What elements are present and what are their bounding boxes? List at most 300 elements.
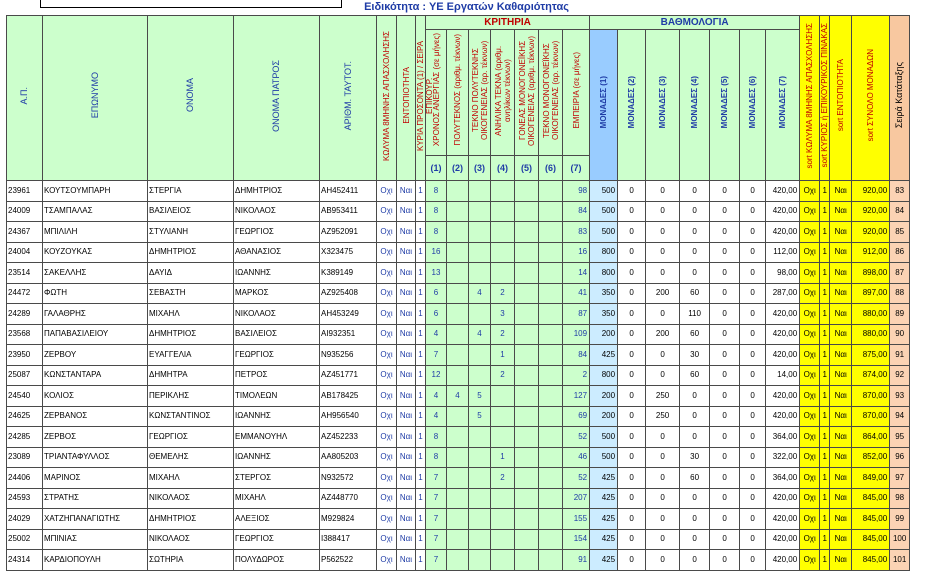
cell-employment[interactable]: Οχι [377, 488, 397, 509]
cell-score-5[interactable]: 0 [710, 283, 740, 304]
cell-total[interactable]: 845,00 [852, 509, 890, 530]
cell-crit-3[interactable] [469, 201, 491, 222]
cell-crit-5[interactable] [515, 447, 539, 468]
table-row[interactable] [7, 263, 910, 284]
cell-score-1[interactable]: 800 [590, 242, 618, 263]
cell-employment[interactable]: Οχι [377, 427, 397, 448]
cell-name[interactable]: ΔΗΜΗΤΡΑ [148, 365, 234, 386]
cell-score-4[interactable]: 0 [680, 386, 710, 407]
cell-surname[interactable]: ΚΟΛΙΟΣ [43, 386, 148, 407]
cell-score-1[interactable]: 500 [590, 427, 618, 448]
cell-locality[interactable]: Ναι [397, 488, 416, 509]
cell-name[interactable]: ΝΙΚΟΛΑΟΣ [148, 529, 234, 550]
header-id-card[interactable]: ΑΡΙΘΜ. ΤΑΥΤΟΤ. [320, 16, 377, 181]
cell-score-2[interactable]: 0 [618, 386, 646, 407]
cell-crit-4[interactable]: 1 [491, 345, 515, 366]
cell-locality[interactable]: Ναι [397, 283, 416, 304]
cell-crit-7[interactable]: 154 [563, 529, 590, 550]
cell-crit-1[interactable]: 4 [426, 386, 447, 407]
cell-rank[interactable]: 89 [890, 304, 910, 325]
cell-crit-5[interactable] [515, 509, 539, 530]
cell-score-4[interactable]: 0 [680, 529, 710, 550]
cell-name[interactable]: ΝΙΚΟΛΑΟΣ [148, 488, 234, 509]
cell-id[interactable]: ΑΖ452233 [320, 427, 377, 448]
cell-score-3[interactable]: 0 [646, 427, 680, 448]
header-surname[interactable]: ΕΠΩΝΥΜΟ [43, 16, 148, 181]
cell-total[interactable]: 864,00 [852, 427, 890, 448]
cell-id[interactable]: ΑΖ925408 [320, 283, 377, 304]
cell-id[interactable]: ΑΙ932351 [320, 324, 377, 345]
cell-crit-1[interactable]: 7 [426, 509, 447, 530]
cell-score-2[interactable]: 0 [618, 283, 646, 304]
cell-sort-locality[interactable]: Ναι [830, 345, 852, 366]
cell-sort-employment[interactable]: Οχι [800, 283, 820, 304]
table-row[interactable] [7, 242, 910, 263]
cell-score-4[interactable]: 0 [680, 181, 710, 202]
cell-crit-4[interactable]: 2 [491, 324, 515, 345]
cell-score-6[interactable]: 0 [740, 529, 766, 550]
cell-crit-3[interactable] [469, 304, 491, 325]
cell-score-3[interactable]: 0 [646, 447, 680, 468]
cell-crit-3[interactable] [469, 529, 491, 550]
cell-crit-7[interactable]: 91 [563, 550, 590, 571]
cell-priority[interactable]: 1 [416, 365, 426, 386]
cell-employment[interactable]: Οχι [377, 283, 397, 304]
cell-employment[interactable]: Οχι [377, 324, 397, 345]
cell-surname[interactable]: ΦΩΤΗ [43, 283, 148, 304]
cell-locality[interactable]: Ναι [397, 406, 416, 427]
cell-crit-5[interactable] [515, 222, 539, 243]
cell-sort-employment[interactable]: Οχι [800, 488, 820, 509]
cell-score-6[interactable]: 0 [740, 283, 766, 304]
cell-crit-7[interactable]: 84 [563, 201, 590, 222]
cell-crit-1[interactable]: 7 [426, 529, 447, 550]
cell-crit-4[interactable] [491, 242, 515, 263]
cell-score-1[interactable]: 500 [590, 201, 618, 222]
cell-total[interactable]: 870,00 [852, 406, 890, 427]
table-row[interactable] [7, 283, 910, 304]
table-row[interactable] [7, 488, 910, 509]
cell-rank[interactable]: 85 [890, 222, 910, 243]
cell-crit-5[interactable] [515, 263, 539, 284]
cell-crit-5[interactable] [515, 550, 539, 571]
cell-crit-1[interactable]: 6 [426, 304, 447, 325]
cell-sort-employment[interactable]: Οχι [800, 201, 820, 222]
cell-sort-priority[interactable]: 1 [820, 406, 830, 427]
cell-priority[interactable]: 1 [416, 201, 426, 222]
cell-crit-5[interactable] [515, 365, 539, 386]
cell-sort-employment[interactable]: Οχι [800, 427, 820, 448]
header-crit-3[interactable]: ΤΕΚΝΟ ΠΟΛΥΤΕΚΝΗΣ ΟΙΚΟΓΕΝΕΙΑΣ (αρ. τέκνων) [469, 30, 491, 156]
cell-surname[interactable]: ΣΑΚΕΛΛΗΣ [43, 263, 148, 284]
cell-crit-5[interactable] [515, 529, 539, 550]
cell-surname[interactable]: ΖΕΡΒΑΝΟΣ [43, 406, 148, 427]
cell-crit-2[interactable] [447, 181, 469, 202]
cell-id[interactable]: Μ929824 [320, 509, 377, 530]
cell-score-7[interactable]: 420,00 [766, 201, 800, 222]
cell-sort-priority[interactable]: 1 [820, 345, 830, 366]
cell-name[interactable]: ΠΕΡΙΚΛΗΣ [148, 386, 234, 407]
cell-name[interactable]: ΔΗΜΗΤΡΙΟΣ [148, 324, 234, 345]
cell-surname[interactable]: ΜΠΙΛΙΛΗ [43, 222, 148, 243]
cell-id[interactable]: Ν935256 [320, 345, 377, 366]
cell-rank[interactable]: 96 [890, 447, 910, 468]
cell-score-7[interactable]: 287,00 [766, 283, 800, 304]
cell-sort-employment[interactable]: Οχι [800, 468, 820, 489]
cell-rank[interactable]: 101 [890, 550, 910, 571]
cell-name[interactable]: ΣΤΕΡΓΙΑ [148, 181, 234, 202]
cell-locality[interactable]: Ναι [397, 201, 416, 222]
cell-score-6[interactable]: 0 [740, 488, 766, 509]
cell-crit-4[interactable]: 2 [491, 283, 515, 304]
cell-crit-4[interactable] [491, 550, 515, 571]
table-row[interactable] [7, 181, 910, 202]
cell-priority[interactable]: 1 [416, 529, 426, 550]
cell-id[interactable]: ΑΗ453249 [320, 304, 377, 325]
cell-score-7[interactable]: 364,00 [766, 468, 800, 489]
cell-crit-6[interactable] [539, 550, 563, 571]
cell-crit-3[interactable] [469, 509, 491, 530]
cell-ap[interactable]: 25087 [7, 365, 43, 386]
cell-father[interactable]: ΕΜΜΑΝΟΥΗΛ [234, 427, 320, 448]
header-crit-6[interactable]: ΤΕΚΝΟ ΜΟΝΟΓΟΝΕΪΚΗΣ ΟΙΚΟΓΕΝΕΙΑΣ (αρ. τέκνων) [539, 30, 563, 156]
cell-id[interactable]: Χ323475 [320, 242, 377, 263]
cell-locality[interactable]: Ναι [397, 242, 416, 263]
cell-rank[interactable]: 83 [890, 181, 910, 202]
cell-score-5[interactable]: 0 [710, 365, 740, 386]
cell-surname[interactable]: ΓΑΛΑΘΡΗΣ [43, 304, 148, 325]
cell-crit-1[interactable]: 4 [426, 406, 447, 427]
cell-father[interactable]: ΤΙΜΟΛΕΩΝ [234, 386, 320, 407]
cell-crit-4[interactable] [491, 406, 515, 427]
cell-rank[interactable]: 90 [890, 324, 910, 345]
cell-score-2[interactable]: 0 [618, 304, 646, 325]
cell-ap[interactable]: 24314 [7, 550, 43, 571]
cell-score-6[interactable]: 0 [740, 181, 766, 202]
cell-crit-2[interactable] [447, 529, 469, 550]
cell-crit-7[interactable]: 46 [563, 447, 590, 468]
cell-score-2[interactable]: 0 [618, 509, 646, 530]
cell-score-6[interactable]: 0 [740, 550, 766, 571]
cell-crit-7[interactable]: 98 [563, 181, 590, 202]
cell-id[interactable]: ΑΖ952091 [320, 222, 377, 243]
cell-crit-3[interactable]: 4 [469, 283, 491, 304]
cell-score-5[interactable]: 0 [710, 427, 740, 448]
table-row[interactable] [7, 447, 910, 468]
header-crit-5[interactable]: ΓΟΝΕΑΣ ΜΟΝΟΓΟΝΕΪΚΗΣ ΟΙΚΟΓΕΝΕΙΑΣ (αριθμ. τέκνων) [515, 30, 539, 156]
cell-crit-1[interactable]: 7 [426, 550, 447, 571]
cell-score-6[interactable]: 0 [740, 222, 766, 243]
cell-score-7[interactable]: 420,00 [766, 324, 800, 345]
cell-score-5[interactable]: 0 [710, 222, 740, 243]
table-row[interactable] [7, 324, 910, 345]
cell-sort-locality[interactable]: Ναι [830, 242, 852, 263]
cell-sort-employment[interactable]: Οχι [800, 406, 820, 427]
cell-crit-4[interactable] [491, 488, 515, 509]
cell-total[interactable]: 920,00 [852, 222, 890, 243]
cell-crit-2[interactable] [447, 283, 469, 304]
cell-crit-4[interactable] [491, 509, 515, 530]
cell-sort-employment[interactable]: Οχι [800, 324, 820, 345]
cell-sort-locality[interactable]: Ναι [830, 201, 852, 222]
cell-sort-employment[interactable]: Οχι [800, 447, 820, 468]
cell-ap[interactable]: 24009 [7, 201, 43, 222]
cell-father[interactable]: ΔΗΜΗΤΡΙΟΣ [234, 181, 320, 202]
cell-ap[interactable]: 24406 [7, 468, 43, 489]
cell-score-3[interactable]: 200 [646, 283, 680, 304]
cell-score-2[interactable]: 0 [618, 427, 646, 448]
cell-locality[interactable]: Ναι [397, 509, 416, 530]
cell-crit-2[interactable] [447, 488, 469, 509]
cell-surname[interactable]: ΤΣΑΜΠΑΛΑΣ [43, 201, 148, 222]
cell-locality[interactable]: Ναι [397, 304, 416, 325]
cell-score-4[interactable]: 0 [680, 509, 710, 530]
cell-total[interactable]: 880,00 [852, 304, 890, 325]
cell-id[interactable]: Ι388417 [320, 529, 377, 550]
cell-ap[interactable]: 23089 [7, 447, 43, 468]
cell-name[interactable]: ΘΕΜΕΛΗΣ [148, 447, 234, 468]
cell-surname[interactable]: ΤΡΙΑΝΤΑΦΥΛΛΟΣ [43, 447, 148, 468]
cell-surname[interactable]: ΚΑΡΔΙΟΠΟΥΛΗ [43, 550, 148, 571]
cell-employment[interactable]: Οχι [377, 304, 397, 325]
cell-crit-2[interactable] [447, 304, 469, 325]
header-score-7[interactable]: ΜΟΝΑΔΕΣ (7) [766, 30, 800, 181]
cell-crit-6[interactable] [539, 345, 563, 366]
cell-crit-5[interactable] [515, 181, 539, 202]
cell-crit-1[interactable]: 7 [426, 345, 447, 366]
cell-sort-locality[interactable]: Ναι [830, 488, 852, 509]
cell-locality[interactable]: Ναι [397, 529, 416, 550]
cell-ap[interactable]: 24625 [7, 406, 43, 427]
cell-crit-4[interactable] [491, 263, 515, 284]
cell-score-5[interactable]: 0 [710, 201, 740, 222]
cell-crit-3[interactable] [469, 181, 491, 202]
cell-score-5[interactable]: 0 [710, 386, 740, 407]
cell-employment[interactable]: Οχι [377, 181, 397, 202]
cell-surname[interactable]: ΚΟΥΤΣΟΥΜΠΑΡΗ [43, 181, 148, 202]
cell-sort-employment[interactable]: Οχι [800, 509, 820, 530]
cell-crit-6[interactable] [539, 468, 563, 489]
cell-priority[interactable]: 1 [416, 181, 426, 202]
cell-id[interactable]: ΑΑ805203 [320, 447, 377, 468]
cell-rank[interactable]: 94 [890, 406, 910, 427]
cell-rank[interactable]: 93 [890, 386, 910, 407]
cell-crit-1[interactable]: 13 [426, 263, 447, 284]
cell-id[interactable]: ΑΖ451771 [320, 365, 377, 386]
header-score-2[interactable]: ΜΟΝΑΔΕΣ (2) [618, 30, 646, 181]
cell-score-2[interactable]: 0 [618, 324, 646, 345]
cell-id[interactable]: Ρ562522 [320, 550, 377, 571]
cell-crit-5[interactable] [515, 283, 539, 304]
cell-crit-1[interactable]: 8 [426, 201, 447, 222]
cell-total[interactable]: 874,00 [852, 365, 890, 386]
cell-sort-priority[interactable]: 1 [820, 222, 830, 243]
cell-total[interactable]: 920,00 [852, 181, 890, 202]
cell-crit-7[interactable]: 41 [563, 283, 590, 304]
cell-score-7[interactable]: 420,00 [766, 222, 800, 243]
cell-crit-6[interactable] [539, 406, 563, 427]
cell-sort-priority[interactable]: 1 [820, 263, 830, 284]
cell-sort-priority[interactable]: 1 [820, 529, 830, 550]
cell-score-1[interactable]: 500 [590, 222, 618, 243]
header-crit-7[interactable]: ΕΜΠΕΙΡΙΑ (σε μήνες) [563, 30, 590, 156]
cell-score-3[interactable]: 0 [646, 488, 680, 509]
cell-sort-employment[interactable]: Οχι [800, 365, 820, 386]
cell-crit-1[interactable]: 16 [426, 242, 447, 263]
cell-ap[interactable]: 24593 [7, 488, 43, 509]
cell-sort-priority[interactable]: 1 [820, 488, 830, 509]
cell-sort-locality[interactable]: Ναι [830, 427, 852, 448]
cell-crit-4[interactable]: 3 [491, 304, 515, 325]
cell-crit-6[interactable] [539, 201, 563, 222]
cell-name[interactable]: ΜΙΧΑΗΛ [148, 304, 234, 325]
cell-surname[interactable]: ΖΕΡΒΟΣ [43, 427, 148, 448]
cell-employment[interactable]: Οχι [377, 550, 397, 571]
header-crit-4[interactable]: ΑΝΗΛΙΚΑ ΤΕΚΝΑ (αριθμ. ανηλίκων τέκνων) [491, 30, 515, 156]
header-score-5[interactable]: ΜΟΝΑΔΕΣ (5) [710, 30, 740, 181]
cell-employment[interactable]: Οχι [377, 201, 397, 222]
header-sort-employment[interactable]: sort ΚΩΛΥΜΑ 8ΜΗΝΗΣ ΑΠΑΣΧΟΛΗΣΗΣ [800, 16, 820, 181]
header-priority[interactable]: ΚΥΡΙΑ ΠΡΟΣΟΝΤΑ (1) / ΣΕΙΡΑ ΕΠΙΚΟΥΡ. [416, 16, 426, 181]
cell-ap[interactable]: 23961 [7, 181, 43, 202]
cell-ap[interactable]: 24004 [7, 242, 43, 263]
cell-score-3[interactable]: 250 [646, 386, 680, 407]
cell-employment[interactable]: Οχι [377, 222, 397, 243]
cell-score-3[interactable]: 0 [646, 345, 680, 366]
cell-sort-employment[interactable]: Οχι [800, 263, 820, 284]
cell-sort-locality[interactable]: Ναι [830, 222, 852, 243]
cell-name[interactable]: ΣΤΥΛΙΑΝΗ [148, 222, 234, 243]
cell-sort-employment[interactable]: Οχι [800, 345, 820, 366]
cell-score-7[interactable]: 420,00 [766, 550, 800, 571]
header-name[interactable]: ΟΝΟΜΑ [148, 16, 234, 181]
cell-priority[interactable]: 1 [416, 427, 426, 448]
cell-score-5[interactable]: 0 [710, 242, 740, 263]
cell-score-1[interactable]: 800 [590, 263, 618, 284]
cell-score-5[interactable]: 0 [710, 345, 740, 366]
cell-father[interactable]: ΙΩΑΝΝΗΣ [234, 406, 320, 427]
cell-sort-locality[interactable]: Ναι [830, 324, 852, 345]
cell-father[interactable]: ΜΑΡΚΟΣ [234, 283, 320, 304]
cell-crit-6[interactable] [539, 324, 563, 345]
header-employment[interactable]: ΚΩΛΥΜΑ 8ΜΗΝΗΣ ΑΠΑΣΧΟΛΗΣΗΣ [377, 16, 397, 181]
cell-crit-3[interactable] [469, 222, 491, 243]
cell-sort-priority[interactable]: 1 [820, 181, 830, 202]
cell-employment[interactable]: Οχι [377, 509, 397, 530]
cell-rank[interactable]: 91 [890, 345, 910, 366]
cell-crit-5[interactable] [515, 406, 539, 427]
cell-crit-3[interactable] [469, 488, 491, 509]
cell-locality[interactable]: Ναι [397, 365, 416, 386]
header-sort-priority[interactable]: sort ΚΥΡΙΟΣ ή ΕΠΙΚΟΥΡΙΚΟΣ ΠΙΝΑΚΑΣ [820, 16, 830, 181]
cell-score-7[interactable]: 98,00 [766, 263, 800, 284]
cell-score-3[interactable]: 0 [646, 304, 680, 325]
cell-sort-locality[interactable]: Ναι [830, 406, 852, 427]
cell-crit-1[interactable]: 4 [426, 324, 447, 345]
cell-sort-employment[interactable]: Οχι [800, 550, 820, 571]
cell-crit-6[interactable] [539, 427, 563, 448]
cell-score-1[interactable]: 200 [590, 406, 618, 427]
cell-score-6[interactable]: 0 [740, 468, 766, 489]
cell-score-6[interactable]: 0 [740, 386, 766, 407]
table-row[interactable] [7, 365, 910, 386]
cell-crit-1[interactable]: 7 [426, 468, 447, 489]
cell-crit-5[interactable] [515, 345, 539, 366]
cell-total[interactable]: 852,00 [852, 447, 890, 468]
cell-crit-6[interactable] [539, 509, 563, 530]
cell-score-2[interactable]: 0 [618, 468, 646, 489]
cell-score-1[interactable]: 200 [590, 324, 618, 345]
cell-score-3[interactable]: 250 [646, 406, 680, 427]
cell-score-6[interactable]: 0 [740, 447, 766, 468]
cell-crit-7[interactable]: 109 [563, 324, 590, 345]
cell-crit-2[interactable] [447, 447, 469, 468]
cell-score-3[interactable]: 0 [646, 181, 680, 202]
cell-score-1[interactable]: 425 [590, 345, 618, 366]
cell-crit-6[interactable] [539, 242, 563, 263]
cell-score-3[interactable]: 0 [646, 201, 680, 222]
cell-score-2[interactable]: 0 [618, 529, 646, 550]
cell-crit-4[interactable] [491, 222, 515, 243]
cell-crit-1[interactable]: 8 [426, 181, 447, 202]
cell-crit-6[interactable] [539, 263, 563, 284]
cell-score-1[interactable]: 425 [590, 529, 618, 550]
cell-score-6[interactable]: 0 [740, 427, 766, 448]
cell-crit-6[interactable] [539, 447, 563, 468]
table-row[interactable] [7, 509, 910, 530]
cell-total[interactable]: 897,00 [852, 283, 890, 304]
cell-score-2[interactable]: 0 [618, 222, 646, 243]
cell-score-5[interactable]: 0 [710, 509, 740, 530]
cell-ap[interactable]: 24289 [7, 304, 43, 325]
cell-total[interactable]: 845,00 [852, 529, 890, 550]
cell-name[interactable]: ΕΥΑΓΓΕΛΙΑ [148, 345, 234, 366]
cell-crit-3[interactable] [469, 550, 491, 571]
cell-surname[interactable]: ΚΟΥΖΟΥΚΑΣ [43, 242, 148, 263]
cell-score-4[interactable]: 0 [680, 201, 710, 222]
cell-score-6[interactable]: 0 [740, 345, 766, 366]
cell-score-6[interactable]: 0 [740, 242, 766, 263]
cell-id[interactable]: ΑΗ452411 [320, 181, 377, 202]
cell-surname[interactable]: ΧΑΤΖΗΠΑΝΑΓΙΩΤΗΣ [43, 509, 148, 530]
cell-crit-3[interactable] [469, 263, 491, 284]
cell-crit-3[interactable]: 4 [469, 324, 491, 345]
cell-total[interactable]: 898,00 [852, 263, 890, 284]
table-row[interactable] [7, 550, 910, 571]
cell-crit-7[interactable]: 69 [563, 406, 590, 427]
header-father-name[interactable]: ΟΝΟΜΑ ΠΑΤΡΟΣ [234, 16, 320, 181]
cell-ap[interactable]: 24285 [7, 427, 43, 448]
cell-locality[interactable]: Ναι [397, 181, 416, 202]
cell-crit-7[interactable]: 52 [563, 427, 590, 448]
cell-score-4[interactable]: 60 [680, 468, 710, 489]
cell-ap[interactable]: 24367 [7, 222, 43, 243]
cell-sort-employment[interactable]: Οχι [800, 222, 820, 243]
cell-crit-7[interactable]: 16 [563, 242, 590, 263]
cell-sort-locality[interactable]: Ναι [830, 283, 852, 304]
cell-crit-2[interactable] [447, 345, 469, 366]
cell-score-5[interactable]: 0 [710, 181, 740, 202]
header-sort-locality[interactable]: sort ΕΝΤΟΠΙΟΤΗΤΑ [830, 16, 852, 181]
cell-score-3[interactable]: 0 [646, 242, 680, 263]
cell-crit-6[interactable] [539, 181, 563, 202]
cell-crit-7[interactable]: 2 [563, 365, 590, 386]
cell-crit-2[interactable] [447, 324, 469, 345]
cell-score-1[interactable]: 425 [590, 488, 618, 509]
cell-score-3[interactable]: 0 [646, 509, 680, 530]
cell-ap[interactable]: 23568 [7, 324, 43, 345]
cell-score-7[interactable]: 112,00 [766, 242, 800, 263]
